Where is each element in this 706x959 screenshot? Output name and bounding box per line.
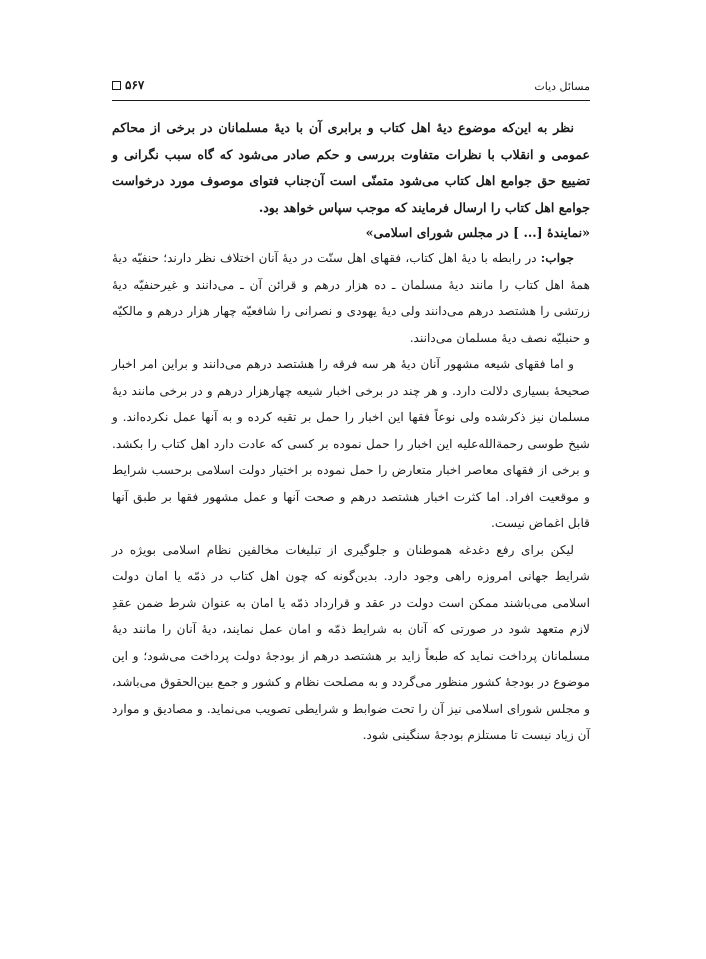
running-title: مسائل دیات (534, 80, 590, 93)
answer-label: جواب: (540, 251, 574, 265)
answer-paragraph-3: لیکن برای رفع دغدغه هموطنان و جلوگیری از تبلیغات مخالفین نظام اسلامی بویژه در شرایط جهانی امروزه راهی وجود دارد. بدین‌گونه که چون اهل کتاب در ذمّه یا امان دولت اسلامی می‌باشند ممکن است دولت در عقد و قرارداد ذمّه یا امان به عنوان شرط ضمن عقدِ لازم متعهد شود در صورتی که آنان به شرایط ذمّه و امان عمل نمایند، دیهٔ آنان را مانند دیهٔ مسلمانان پرداخت نماید که طبعاً زاید بر هشتصد درهم از بودجهٔ دولت پرداخت می‌شود؛ و این موضوع در بودجهٔ کشور منظور می‌گردد و به مصلحت نظام و کشور و جمع بین‌الحقوق می‌باشد، و مجلس شورای اسلامی نیز آن را تحت ضوابط و شرایطی تصویب می‌نماید. و مصادیق و موارد آن زیاد نیست تا مستلزم بودجهٔ سنگینی شود. (112, 542, 590, 742)
header-rule (112, 100, 590, 101)
page-header (112, 76, 590, 98)
question-signature: «نمایندهٔ [... ] در مجلس شورای اسلامی» (365, 225, 590, 240)
question-paragraph: نظر به این‌که موضوع دیهٔ اهل کتاب و برابری آن با دیهٔ مسلمانان در برخی از محاکم عمومی و انقلاب با نظرات متفاوت بررسی و حکم صادر می‌شود که گاه سبب نگرانی و تضییع حق جوامع اهل کتاب می‌شود متمنّی است آن‌جناب فتوای موصوف مورد درخواست جوامع اهل کتاب را ارسال فرمایند که موجب سپاس خواهد بود. (112, 120, 590, 215)
answer-paragraph-1-text: در رابطه با دیهٔ اهل کتاب، فقهای اهل سنّت در دیهٔ آنان اختلاف نظر دارند؛ حنفیّه دیهٔ همهٔ اهل کتاب را مانند دیهٔ مسلمان ـ ده هزار درهم و قرائن آن ـ می‌دانند و غیرحنفیّه دیهٔ زرتشی را هشتصد درهم می‌دانند ولی دیهٔ یهودی و نصرانی را شافعیّه چهار هزار درهم و مالکیّه و حنبلیّه نصف دیهٔ مسلمان می‌دانند. (112, 251, 590, 345)
page-number: ۵۶۷ (125, 78, 145, 92)
answer-paragraph-1 (112, 245, 590, 351)
page-number-group (112, 78, 144, 92)
main-text (112, 115, 590, 749)
square-box-icon (112, 81, 121, 90)
answer-paragraph-2: و اما فقهای شیعه مشهور آنان دیهٔ هر سه فرقه را هشتصد درهم می‌دانند و براین امر اخبار صحیحهٔ بسیاری دلالت دارد. و هر چند در برخی اخبار شیعه چهارهزار درهم و در برخی مانند دیهٔ مسلمان نیز ذکرشده ولی نوعاً فقها این اخبار را حمل بر تقیه کرده و به آنها عمل نکرده‌اند. و شیخ طوسی رحمةالله‌علیه این اخبار را حمل نموده بر کسی که عادت دارد اهل کتاب را بکشد. و برخی از فقهای معاصر اخبار متعارض را حمل نموده بر اختیار دولت اسلامی برحسب شرایط و موقعیت افراد. اما کثرت اخبار هشتصد درهم و صحت آنها و عمل مشهور فقها بر طبق آنها قابل اغماض نیست. (112, 357, 590, 530)
